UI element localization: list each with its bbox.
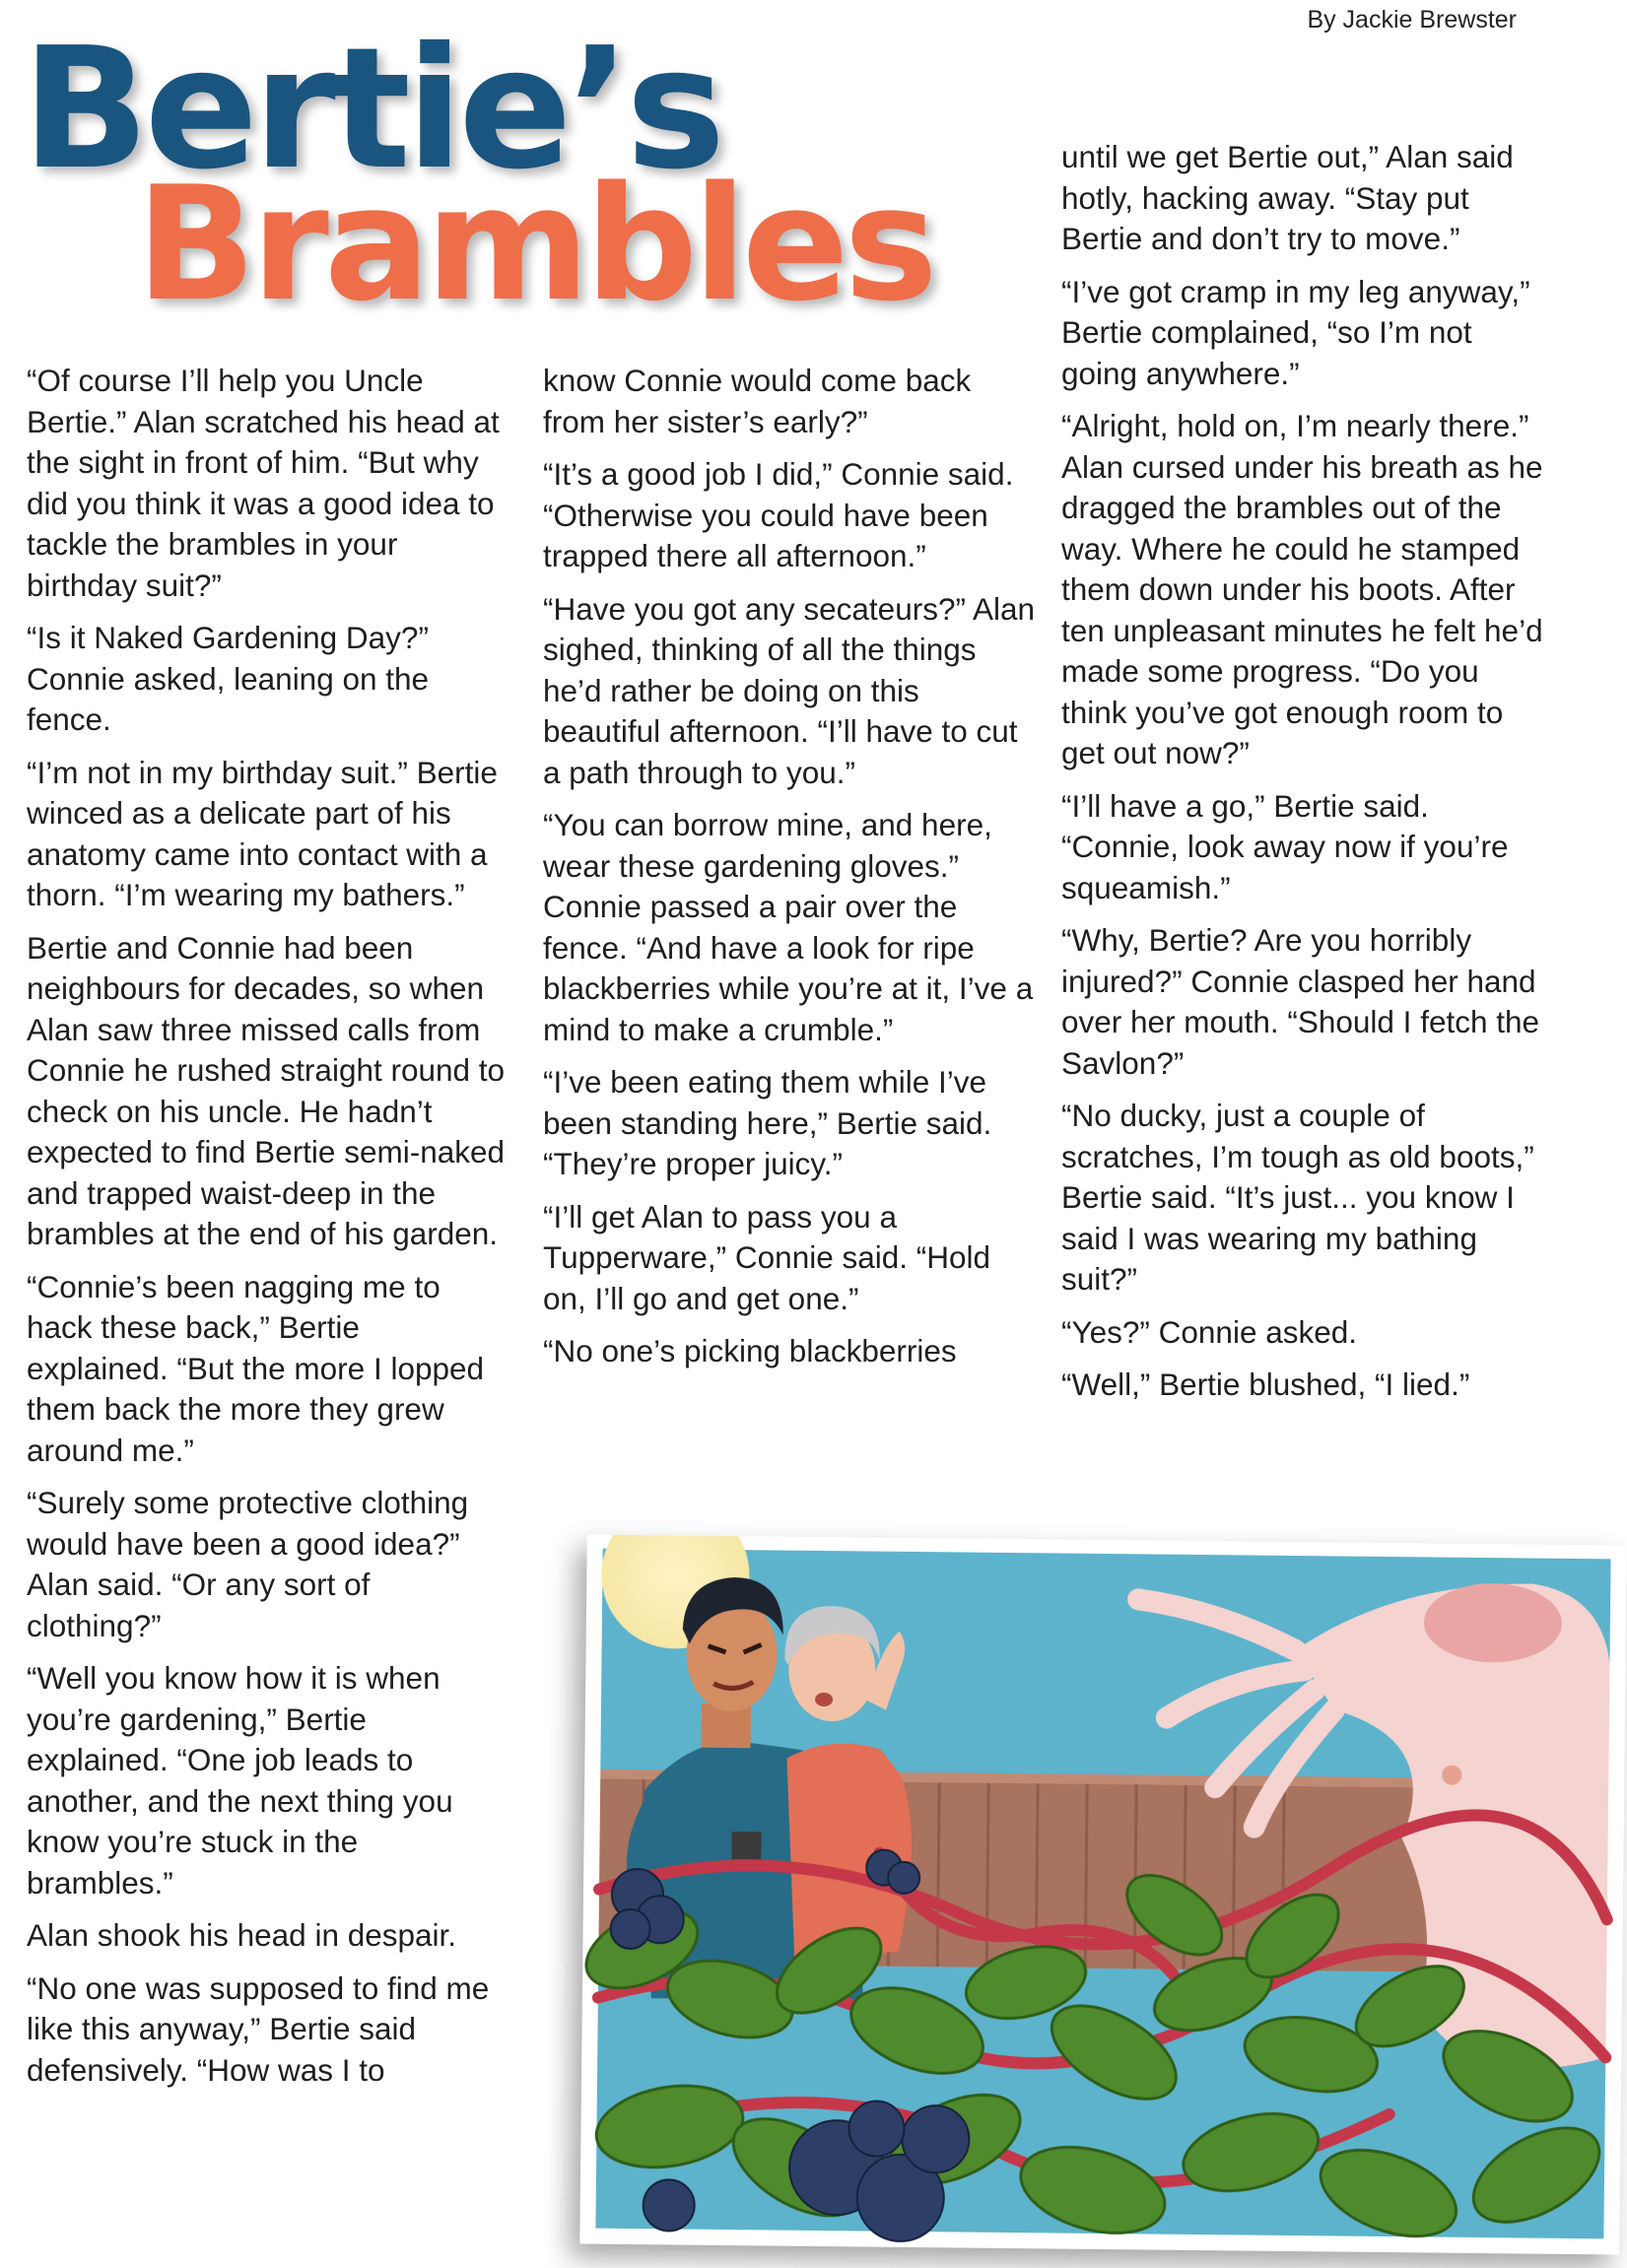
title-line-1: Bertie’s	[22, 12, 721, 207]
paragraph: “Is it Naked Gardening Day?” Connie asked, leaning on the fence.	[27, 620, 430, 737]
byline: By Jackie Brewster	[1307, 6, 1517, 33]
paragraph: “No one was supposed to find me like this anyway,” Bertie said defensively. “How was I to	[27, 1969, 490, 2088]
paragraph: “No one’s picking blackberries	[543, 1333, 957, 1368]
illustration-svg	[579, 1534, 1626, 2254]
paragraph: “Yes?” Connie asked.	[1061, 1313, 1358, 1350]
paragraph: “It’s a good job I did,” Connie said. “Otherwise you could have been trapped there all afternoon.”	[543, 456, 1014, 573]
paragraph: “Of course I’ll help you Uncle Bertie.” Alan scratched his head at the sight in front of him. “But why did you think it was a good idea to tackle the brambles in your birthday suit?”	[27, 363, 500, 603]
paragraph: “Have you got any secateurs?” Alan sighed, thinking of all the things he’d rather be doing on this beautiful afternoon. “I’ll have to cut a path through to you.”	[543, 590, 1036, 790]
paragraph: “You can borrow mine, and here, wear these gardening gloves.” Connie passed a pair over the fence. “And have a look for ripe blackberries while you’re at it, I’ve a mind to make a crumble.”	[543, 807, 1034, 1047]
paragraph: “Connie’s been nagging me to hack these back,” Bertie explained. “But the more I lopped them back the more they grew around me.”	[27, 1268, 485, 1468]
paragraph: “I’m not in my birthday suit.” Bertie winced as a delicate part of his anatomy came into contact with a thorn. “I’m wearing my bathers.”	[27, 754, 498, 912]
column-1	[27, 361, 509, 2102]
paragraph: “I’ve been eating them while I’ve been standing here,” Bertie said. “They’re proper juicy.”	[543, 1064, 992, 1181]
title-line-2: Brambles	[136, 152, 933, 336]
paragraph: “Why, Bertie? Are you horribly injured?” Connie clasped her hand over her mouth. “Should I fetch the Savlon?”	[1061, 922, 1540, 1081]
story-illustration	[579, 1534, 1626, 2254]
paragraph: until we get Bertie out,” Alan said hotly, hacking away. “Stay put Bertie and don’t try to move.”	[1061, 139, 1514, 256]
paragraph: “I’ll get Alan to pass you a Tupperware,” Connie said. “Hold on, I’ll go and get one.”	[543, 1198, 991, 1316]
paragraph: “No ducky, just a couple of scratches, I’m tough as old boots,” Bertie said. “It’s just... you know I said I was wearing my bathing suit?”	[1061, 1098, 1534, 1297]
column-2	[543, 361, 1036, 1384]
paragraph: “Well,” Bertie blushed, “I lied.”	[1061, 1367, 1470, 1402]
paragraph: Bertie and Connie had been neighbours for decades, so when Alan saw three missed calls from Connie he rushed straight round to check on his uncle. He hadn’t expected to find Bertie semi-naked and trapped waist-deep in the brambles at the end of his garden.	[27, 929, 506, 1251]
connie-figure	[781, 1606, 914, 1962]
paragraph: know Connie would come back from her sister’s early?”	[543, 363, 972, 439]
paragraph: “I’ve got cramp in my leg anyway,” Bertie complained, “so I’m not going anywhere.”	[1061, 273, 1530, 391]
paragraph: Alan shook his head in despair.	[27, 1917, 457, 1953]
paragraph: “I’ll have a go,” Bertie said. “Connie, look away now if you’re squeamish.”	[1061, 787, 1509, 905]
paragraph: “Surely some protective clothing would have been a good idea?” Alan said. “Or any sort of clothing?”	[27, 1485, 469, 1643]
paragraph: “Alright, hold on, I’m nearly there.” Alan cursed under his breath as he dragged the brambles out of the way. Where he could he stamped them down under his boots. After ten unpleasant minutes he felt he’d made some progress. “Do you think you’ve got enough room to get out now?”	[1061, 408, 1543, 770]
column-3	[1061, 137, 1544, 1418]
paragraph: “Well you know how it is when you’re gardening,” Bertie explained. “One job leads to another, and the next thing you know you’re stuck in the brambles.”	[27, 1660, 453, 1901]
